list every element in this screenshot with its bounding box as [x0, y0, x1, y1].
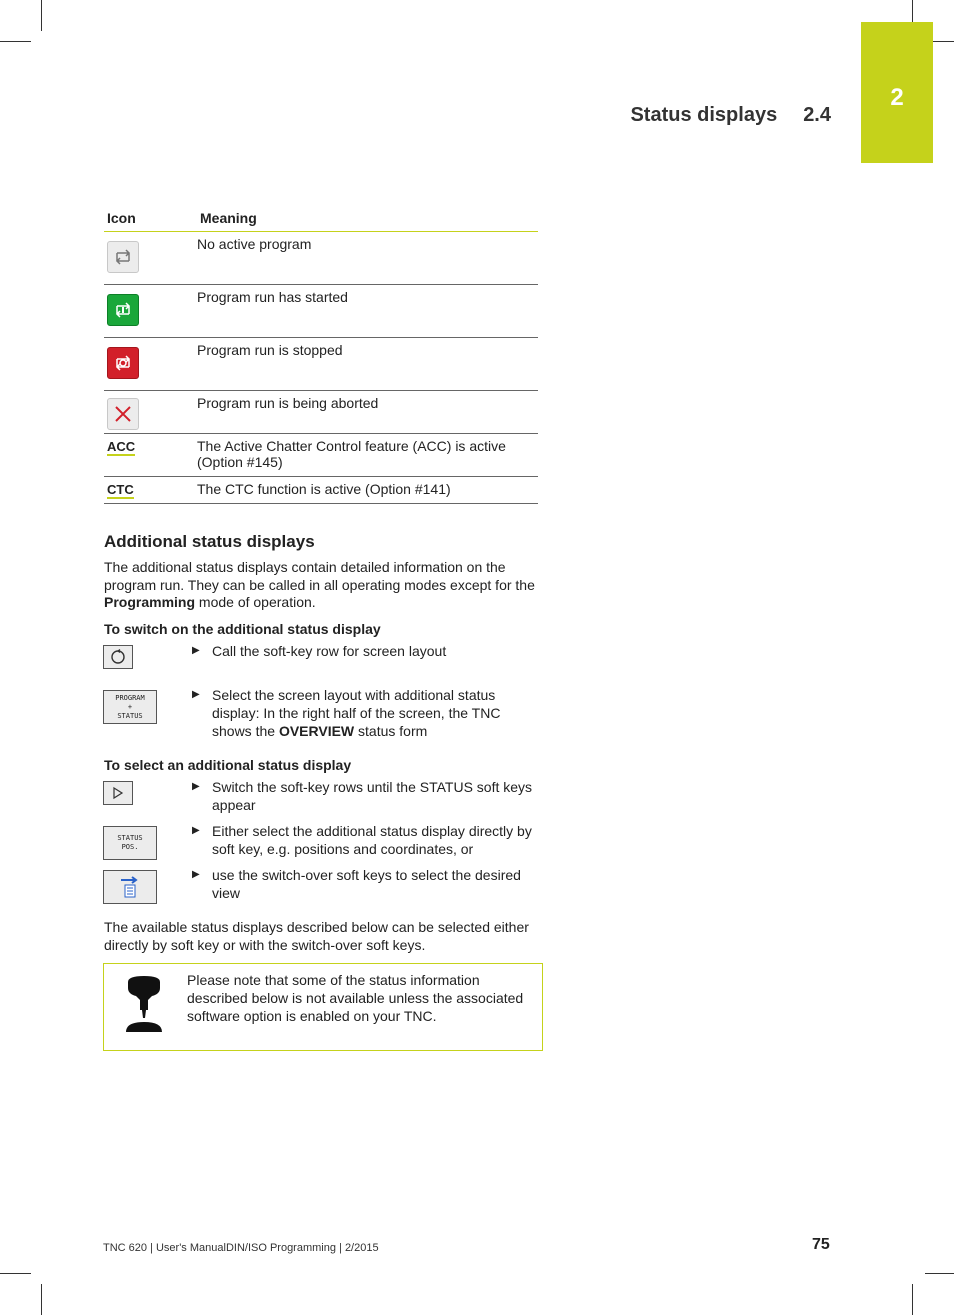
softkey-label: POS. — [121, 843, 139, 851]
footer-text: TNC 620 | User's ManualDIN/ISO Programming | 2/2015 — [103, 1242, 379, 1254]
step-text: Call the soft-key row for screen layout — [212, 643, 447, 659]
step-text: use the switch-over soft keys to select the desired view — [212, 867, 521, 901]
step-text-end: status form — [354, 723, 428, 739]
program-status-softkey[interactable] — [103, 690, 157, 724]
chapter-number: 2 — [890, 84, 904, 111]
switch-on-step-2: ▶ Select the screen layout with additional status display: In the right half of the screen, the TNC shows the OVERVIEW status form — [192, 687, 501, 739]
crop-mark — [41, 1284, 42, 1315]
note-box — [103, 963, 543, 1051]
step-text: Switch the soft-key rows until the STATUS soft keys appear — [212, 779, 533, 813]
program-aborted-icon — [107, 398, 139, 430]
note-text: Please note that some of the status information described below is not available unless the associated software option is enabled on your TNC. — [187, 972, 524, 1024]
table-row — [104, 232, 538, 285]
ctc-icon: CTC — [107, 482, 134, 497]
select-step-3: ▶ use the switch-over soft keys to select the desired view — [192, 866, 542, 902]
step-text: Select the screen layout with additional status display: In the right half of the screen, the TNC shows the — [212, 687, 501, 739]
softkey-label: STATUS — [117, 834, 143, 842]
step-bold: OVERVIEW — [278, 723, 355, 739]
program-idle-icon — [107, 241, 139, 273]
page-number: 75 — [812, 1236, 830, 1253]
crop-mark — [933, 41, 954, 42]
meaning-cell: The Active Chatter Control feature (ACC) is active (Option #145) — [197, 434, 538, 477]
crop-mark — [0, 41, 31, 42]
table-row — [104, 338, 538, 391]
meaning-cell: No active program — [197, 232, 538, 285]
section-heading: Additional status displays — [104, 532, 315, 551]
section-title: Status displays — [630, 104, 778, 126]
intro-text: The additional status displays contain detailed information on the program run. They can be called in all operating modes except for the — [104, 559, 535, 593]
meaning-cell: Program run is being aborted — [197, 391, 538, 434]
intro-text-end: mode of operation. — [195, 594, 316, 610]
softkey-label: PROGRAM — [115, 693, 145, 702]
acc-icon: ACC — [107, 439, 136, 454]
softkey-label: STATUS — [117, 711, 143, 720]
crop-mark — [912, 0, 913, 22]
switch-over-softkey[interactable] — [103, 870, 157, 904]
switch-over-icon — [117, 874, 143, 900]
program-stopped-icon — [107, 347, 139, 379]
crop-mark — [912, 1284, 913, 1315]
table-row — [104, 391, 538, 434]
select-heading: To select an additional status display — [104, 757, 352, 773]
screen-layout-key[interactable] — [103, 645, 133, 669]
play-icon — [111, 786, 125, 800]
closing-paragraph: The available status displays described below can be selected either directly by soft key or with the switch-over soft keys. — [104, 919, 529, 953]
intro-bold: Programming — [104, 594, 196, 610]
col-header-meaning: Meaning — [197, 210, 538, 232]
screen-layout-icon — [109, 648, 127, 666]
switch-on-heading: To switch on the additional status display — [104, 621, 381, 637]
table-row — [104, 434, 538, 477]
crop-mark — [925, 1273, 954, 1274]
running-head — [630, 104, 831, 127]
crop-mark — [41, 0, 42, 31]
step-text: Either select the additional status display directly by soft key, e.g. positions and coordinates, or — [212, 823, 532, 857]
table-row — [104, 285, 538, 338]
meaning-cell: The CTC function is active (Option #141) — [197, 477, 538, 504]
col-header-icon: Icon — [104, 210, 197, 232]
select-step-1: ▶ Switch the soft-key rows until the STATUS soft keys appear — [192, 778, 542, 814]
note-icon — [124, 974, 164, 1034]
program-started-icon — [107, 294, 139, 326]
softkey-label: + — [127, 702, 133, 711]
meaning-cell: Program run has started — [197, 285, 538, 338]
select-step-2: ▶ Either select the additional status display directly by soft key, e.g. positions and coordinates, or — [192, 822, 542, 858]
switch-on-step-1: ▶ Call the soft-key row for screen layout — [192, 642, 542, 660]
intro-paragraph — [104, 559, 544, 612]
next-softkey-row-key[interactable] — [103, 781, 133, 805]
section-number: 2.4 — [803, 104, 831, 126]
crop-mark — [0, 1273, 31, 1274]
meaning-cell: Program run is stopped — [197, 338, 538, 391]
icon-table — [104, 210, 538, 504]
chapter-tab — [861, 22, 933, 163]
status-pos-softkey[interactable] — [103, 826, 157, 860]
table-row — [104, 477, 538, 504]
